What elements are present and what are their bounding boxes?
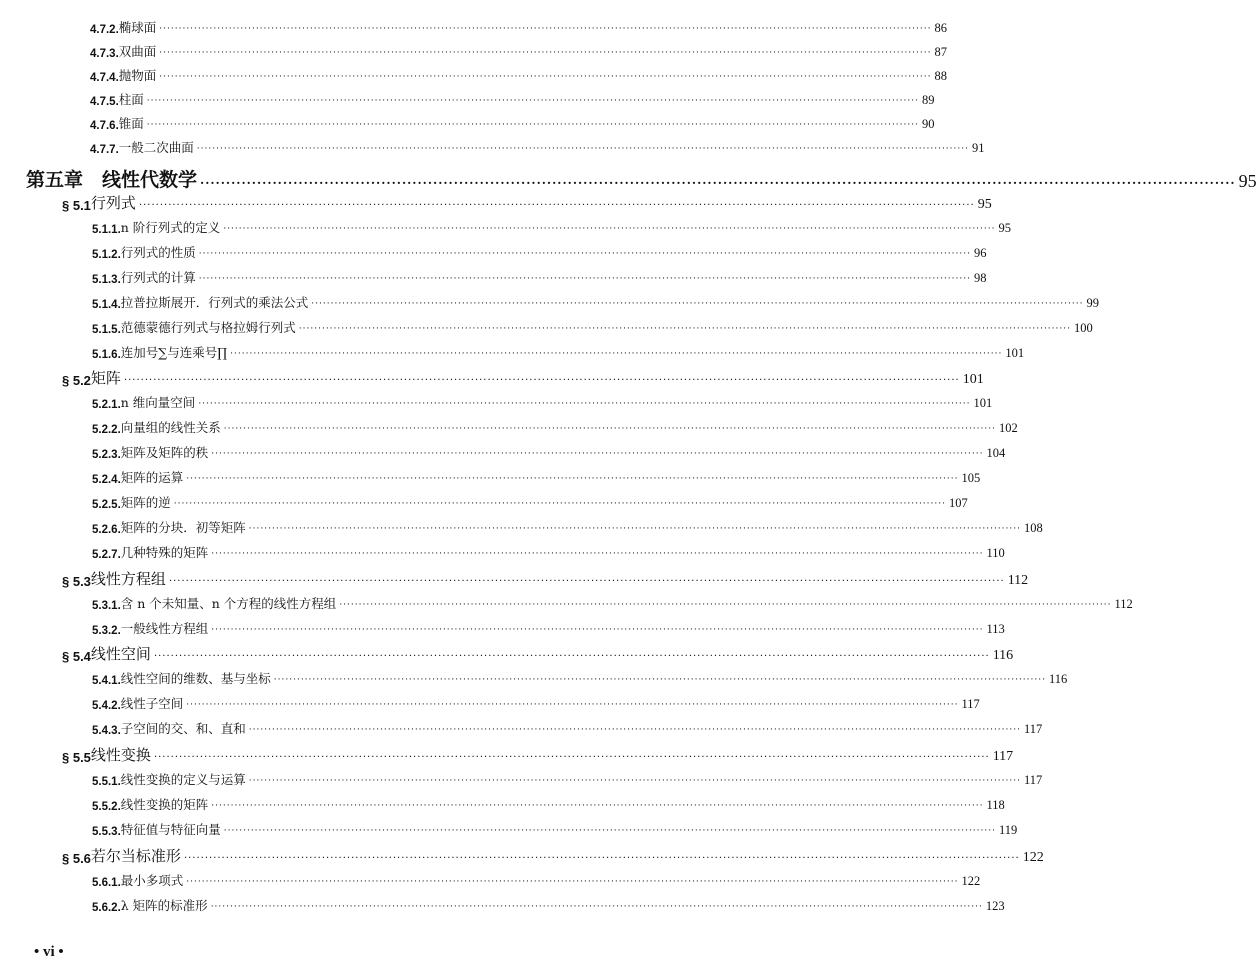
toc-subsection-entry[interactable] bbox=[92, 487, 968, 511]
dot-leader: ········································································································································································································ bbox=[159, 72, 932, 82]
entry-page-number: 102 bbox=[998, 421, 1018, 435]
entry-number: 5.1.3. bbox=[92, 274, 121, 286]
entry-page-number: 105 bbox=[961, 471, 981, 485]
dot-leader: ········································································································································································································ bbox=[223, 826, 996, 836]
dot-leader: ········································································································································································································ bbox=[230, 349, 1003, 359]
entry-page-number: 95 bbox=[1238, 171, 1257, 191]
entry-number: 5.1.4. bbox=[92, 299, 121, 311]
toc-subsection-entry[interactable] bbox=[90, 84, 935, 108]
entry-page-number: 96 bbox=[973, 246, 987, 260]
toc-section-entry[interactable] bbox=[62, 638, 1014, 664]
toc-subsection-entry[interactable] bbox=[92, 462, 981, 486]
entry-number: § 5.5 bbox=[62, 750, 91, 765]
entry-title: 拉普拉斯展开．行列式的乘法公式 bbox=[120, 295, 309, 310]
entry-number: 5.2.2. bbox=[92, 424, 121, 436]
entry-title: 子空间的交、和、直和 bbox=[120, 721, 246, 736]
toc-subsection-entry[interactable] bbox=[92, 387, 993, 411]
dot-leader: ········································································································································································································ bbox=[248, 725, 1021, 735]
entry-title: 线性变换的定义与运算 bbox=[120, 772, 246, 787]
entry-title: 矩阵的逆 bbox=[120, 495, 171, 510]
entry-number: § 5.4 bbox=[62, 649, 91, 664]
toc-subsection-entry[interactable] bbox=[92, 588, 1133, 612]
dot-leader: ········································································································································································································ bbox=[198, 399, 971, 409]
toc-subsection-entry[interactable] bbox=[92, 237, 987, 261]
entry-number: 5.5.3. bbox=[92, 826, 121, 838]
toc-subsection-entry[interactable] bbox=[92, 613, 1005, 637]
entry-title: 向量组的线性关系 bbox=[120, 420, 221, 435]
toc-subsection-entry[interactable] bbox=[92, 312, 1093, 336]
dot-leader: ········································································································································································································ bbox=[248, 776, 1021, 786]
entry-title: 含 n 个未知量、n 个方程的线性方程组 bbox=[120, 596, 337, 611]
entry-page-number: 107 bbox=[948, 496, 968, 510]
entry-page-number: 117 bbox=[992, 749, 1014, 764]
dot-leader: ········································································································································································································ bbox=[123, 375, 960, 386]
toc-section-entry[interactable] bbox=[62, 187, 992, 213]
entry-number: 5.2.1. bbox=[92, 399, 121, 411]
entry-number: 4.7.4. bbox=[90, 72, 119, 84]
toc-subsection-entry[interactable] bbox=[92, 262, 987, 286]
entry-number: 5.1.2. bbox=[92, 249, 121, 261]
entry-number: 4.7.5. bbox=[90, 96, 119, 108]
entry-page-number: 95 bbox=[998, 221, 1011, 235]
entry-page-number: 98 bbox=[973, 271, 987, 285]
entry-number: § 5.1 bbox=[62, 198, 91, 213]
entry-title: 最小多项式 bbox=[120, 873, 184, 888]
entry-title: 矩阵及矩阵的秩 bbox=[120, 445, 209, 460]
entry-page-number: 95 bbox=[977, 197, 992, 212]
entry-title: 抛物面 bbox=[118, 68, 157, 83]
toc-subsection-entry[interactable] bbox=[92, 437, 1006, 461]
dot-leader: ········································································································································································································ bbox=[186, 877, 959, 887]
toc-subsection-entry[interactable] bbox=[92, 764, 1043, 788]
dot-leader: ········································································································································································································ bbox=[211, 549, 984, 559]
entry-page-number: 104 bbox=[986, 446, 1006, 460]
entry-title: 矩阵的运算 bbox=[120, 470, 184, 485]
entry-number: 5.2.6. bbox=[92, 524, 121, 536]
dot-leader: ········································································································································································································ bbox=[159, 24, 932, 34]
entry-number: 5.1.5. bbox=[92, 324, 121, 336]
entry-page-number: 100 bbox=[1073, 321, 1093, 335]
dot-leader: ········································································································································································································ bbox=[146, 96, 919, 106]
entry-number: 5.4.2. bbox=[92, 700, 121, 712]
dot-leader: ········································································································································································································ bbox=[168, 576, 1005, 587]
entry-page-number: 123 bbox=[985, 899, 1005, 913]
entry-page-number: 122 bbox=[961, 874, 981, 888]
toc-subsection-entry[interactable] bbox=[92, 337, 1025, 361]
entry-title: 范德蒙德行列式与格拉姆行列式 bbox=[120, 320, 296, 335]
toc-subsection-entry[interactable] bbox=[92, 789, 1005, 813]
toc-subsection-entry[interactable] bbox=[92, 814, 1018, 838]
entry-page-number: 112 bbox=[1007, 573, 1029, 588]
dot-leader: ········································································································································································································ bbox=[198, 249, 971, 259]
entry-number: 5.2.7. bbox=[92, 549, 121, 561]
dot-leader: ········································································································································································································ bbox=[211, 801, 984, 811]
entry-page-number: 112 bbox=[1114, 597, 1133, 611]
entry-page-number: 118 bbox=[986, 798, 1005, 812]
entry-number: 4.7.3. bbox=[90, 48, 119, 60]
entry-page-number: 101 bbox=[973, 396, 993, 410]
dot-leader: ········································································································································································································ bbox=[153, 651, 990, 662]
dot-leader: ········································································································································································································ bbox=[146, 120, 919, 130]
entry-page-number: 88 bbox=[934, 69, 947, 83]
entry-title: n 维向量空间 bbox=[120, 395, 196, 410]
entry-number: § 5.2 bbox=[62, 373, 91, 388]
entry-title: 线性变换的矩阵 bbox=[120, 797, 209, 812]
entry-number: 5.6.1. bbox=[92, 877, 121, 889]
toc-subsection-entry[interactable] bbox=[92, 537, 1005, 561]
entry-title: 线性变换 bbox=[90, 746, 151, 764]
page-footer: • vi • bbox=[34, 944, 64, 960]
entry-title: 椭球面 bbox=[118, 20, 157, 35]
dot-leader: ········································································································································································································ bbox=[198, 274, 971, 284]
entry-title: 特征值与特征向量 bbox=[120, 822, 221, 837]
toc-subsection-entry[interactable] bbox=[90, 12, 947, 36]
entry-page-number: 117 bbox=[961, 697, 980, 711]
toc-subsection-entry[interactable] bbox=[90, 36, 947, 60]
entry-title: 行列式的性质 bbox=[120, 245, 196, 260]
entry-number: 5.1.1. bbox=[92, 224, 121, 236]
toc-subsection-entry[interactable] bbox=[92, 865, 981, 889]
toc-subsection-entry[interactable] bbox=[92, 412, 1018, 436]
dot-leader: ········································································································································································································ bbox=[183, 853, 1020, 864]
entry-page-number: 108 bbox=[1023, 521, 1043, 535]
dot-leader: ········································································································································································································ bbox=[186, 474, 959, 484]
entry-title: 矩阵 bbox=[90, 369, 121, 387]
entry-page-number: 87 bbox=[934, 45, 947, 59]
dot-leader: ········································································································································································································ bbox=[223, 224, 996, 234]
dot-leader: ········································································································································································································ bbox=[211, 449, 984, 459]
dot-leader: ········································································································································································································ bbox=[248, 524, 1021, 534]
entry-page-number: 117 bbox=[1023, 722, 1043, 736]
dot-leader: ········································································································································································································ bbox=[273, 675, 1046, 685]
entry-title: 几种特殊的矩阵 bbox=[120, 545, 209, 560]
toc-subsection-entry[interactable] bbox=[90, 60, 947, 84]
entry-page-number: 119 bbox=[998, 823, 1018, 837]
entry-title: 第五章 线性代数学 bbox=[26, 169, 198, 191]
entry-title: 锥面 bbox=[118, 116, 144, 131]
entry-page-number: 101 bbox=[962, 372, 984, 387]
entry-page-number: 117 bbox=[1023, 773, 1043, 787]
entry-number: 5.2.3. bbox=[92, 449, 121, 461]
dot-leader: ········································································································································································································ bbox=[339, 600, 1112, 610]
entry-title: 矩阵的分块．初等矩阵 bbox=[120, 520, 246, 535]
entry-title: 一般线性方程组 bbox=[120, 621, 209, 636]
toc-subsection-entry[interactable] bbox=[90, 132, 985, 156]
toc-subsection-entry[interactable] bbox=[90, 108, 935, 132]
entry-page-number: 110 bbox=[986, 546, 1005, 560]
entry-number: 5.1.6. bbox=[92, 349, 121, 361]
entry-number: § 5.6 bbox=[62, 851, 91, 866]
dot-leader: ········································································································································································································ bbox=[298, 324, 1071, 334]
entry-title: λ 矩阵的标准形 bbox=[120, 898, 208, 913]
entry-page-number: 91 bbox=[971, 141, 985, 155]
toc-subsection-entry[interactable] bbox=[92, 287, 1099, 311]
entry-title: 双曲面 bbox=[118, 44, 157, 59]
entry-title: 柱面 bbox=[118, 92, 144, 107]
dot-leader: ········································································································································································································ bbox=[173, 499, 946, 509]
toc-subsection-entry[interactable] bbox=[92, 890, 1005, 914]
entry-page-number: 90 bbox=[921, 117, 935, 131]
entry-page-number: 89 bbox=[921, 93, 935, 107]
toc-subsection-entry[interactable] bbox=[92, 688, 980, 712]
entry-number: 5.4.3. bbox=[92, 725, 121, 737]
entry-number: § 5.3 bbox=[62, 574, 91, 589]
entry-title: 线性空间 bbox=[90, 645, 151, 663]
dot-leader: ········································································································································································································ bbox=[211, 625, 984, 635]
entry-page-number: 101 bbox=[1005, 346, 1025, 360]
entry-number: 4.7.6. bbox=[90, 120, 119, 132]
toc-section-entry[interactable] bbox=[62, 840, 1044, 866]
toc-subsection-entry[interactable] bbox=[92, 512, 1043, 536]
dot-leader: ········································································································································································································ bbox=[159, 48, 932, 58]
dot-leader: ········································································································································································································ bbox=[311, 299, 1084, 309]
entry-number: 5.5.2. bbox=[92, 801, 121, 813]
entry-number: 5.2.5. bbox=[92, 499, 121, 511]
entry-number: 5.5.1. bbox=[92, 776, 121, 788]
entry-number: 5.6.2. bbox=[92, 902, 121, 914]
entry-page-number: 122 bbox=[1022, 850, 1044, 865]
entry-page-number: 86 bbox=[934, 21, 947, 35]
toc-subsection-entry[interactable] bbox=[92, 713, 1043, 737]
entry-title: 行列式的计算 bbox=[120, 270, 196, 285]
entry-title: 线性子空间 bbox=[120, 696, 184, 711]
dot-leader: ········································································································································································································ bbox=[196, 144, 969, 154]
entry-title: 连加号∑与连乘号∏ bbox=[120, 345, 228, 360]
entry-title: 一般二次曲面 bbox=[118, 140, 194, 155]
toc-section-entry[interactable] bbox=[62, 739, 1014, 765]
toc-section-entry[interactable] bbox=[62, 563, 1029, 589]
entry-title: 线性空间的维数、基与坐标 bbox=[120, 671, 271, 686]
entry-number: 5.3.1. bbox=[92, 600, 121, 612]
entry-number: 5.3.2. bbox=[92, 625, 121, 637]
toc-section-entry[interactable] bbox=[62, 362, 984, 388]
entry-title: 若尔当标准形 bbox=[90, 847, 181, 865]
toc-subsection-entry[interactable] bbox=[92, 212, 1011, 236]
entry-number: 5.4.1. bbox=[92, 675, 121, 687]
entry-title: 线性方程组 bbox=[90, 570, 166, 588]
entry-title: n 阶行列式的定义 bbox=[120, 220, 221, 235]
toc-subsection-entry[interactable] bbox=[92, 663, 1068, 687]
entry-title: 行列式 bbox=[90, 194, 136, 212]
entry-number: 4.7.7. bbox=[90, 144, 119, 156]
entry-number: 5.2.4. bbox=[92, 474, 121, 486]
dot-leader: ········································································································································································································ bbox=[223, 424, 996, 434]
entry-page-number: 116 bbox=[1048, 672, 1068, 686]
dot-leader: ········································································································································································································ bbox=[138, 200, 975, 211]
dot-leader: ········································································································································································································ bbox=[186, 700, 959, 710]
entry-page-number: 99 bbox=[1086, 296, 1099, 310]
dot-leader: ········································································································································································································ bbox=[210, 902, 983, 912]
entry-page-number: 113 bbox=[986, 622, 1005, 636]
dot-leader: ········································································································································································································ bbox=[153, 752, 990, 763]
entry-page-number: 116 bbox=[992, 648, 1014, 663]
dot-leader: ········································································································································································································ bbox=[200, 176, 1236, 190]
entry-number: 4.7.2. bbox=[90, 24, 119, 36]
